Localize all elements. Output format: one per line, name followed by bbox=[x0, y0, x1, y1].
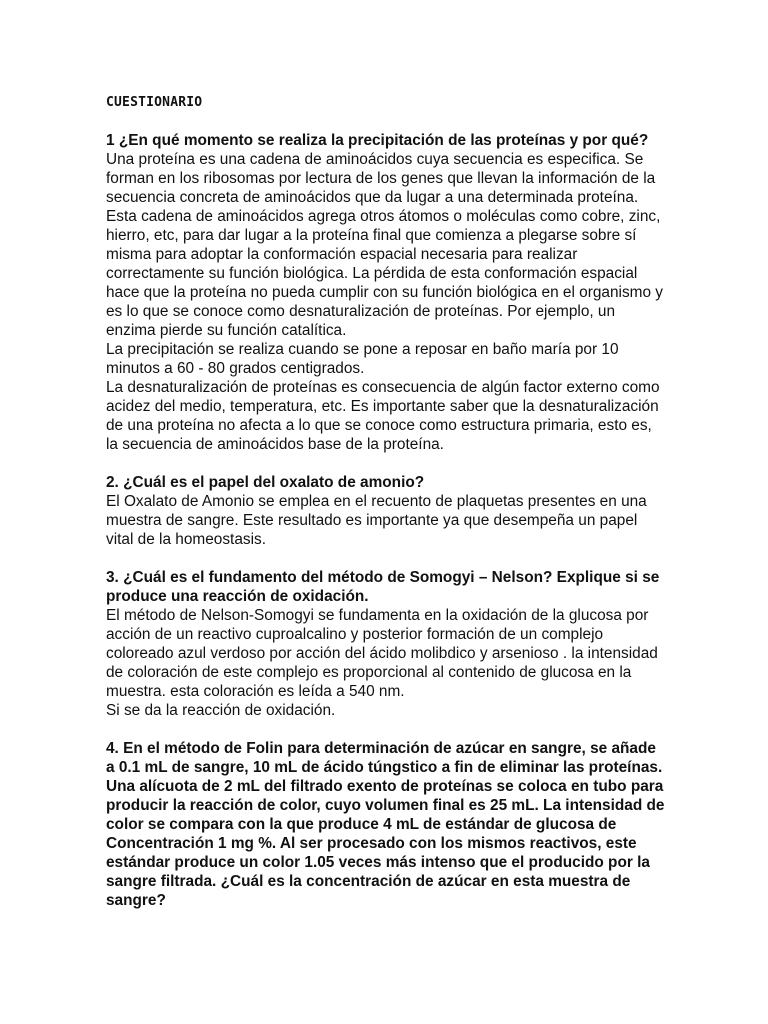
answer-2-paragraph-1: El Oxalato de Amonio se emplea en el recuento de plaquetas presentes en una muestra de sangre. Este resultado es importante ya que desempeña un papel vital de la homeostasis. bbox=[106, 493, 647, 548]
answer-3-paragraph-2: Si se da la reacción de oxidación. bbox=[106, 702, 336, 719]
question-1: 1 ¿En qué momento se realiza la precipitación de las proteínas y por qué? bbox=[106, 132, 649, 149]
question-4: 4. En el método de Folin para determinación de azúcar en sangre, se añade a 0.1 mL de sangre, 10 mL de ácido túngstico a fin de eliminar las proteínas. Una alícuota de 2 mL del filtrado exento de proteínas se coloca en tubo para producir la reacción de color, cuyo volumen final es 25 mL. La intensidad de color se compara con la que produce 4 mL de estándar de glucosa de Concentración 1 mg %. Al ser procesado con los mismos reactivos, este estándar produce un color 1.05 veces más intenso que el producido por la sangre filtrada. ¿Cuál es la concentración de azúcar en esta muestra de sangre? bbox=[106, 740, 665, 909]
document-title: CUESTIONARIO bbox=[106, 95, 203, 110]
question-2: 2. ¿Cuál es el papel del oxalato de amonio? bbox=[106, 474, 425, 491]
question-section-2 bbox=[106, 473, 666, 549]
question-section-1 bbox=[106, 131, 666, 454]
question-3: 3. ¿Cuál es el fundamento del método de Somogyi – Nelson? Explique si se produce una reacción de oxidación. bbox=[106, 569, 660, 605]
document-body bbox=[106, 93, 666, 929]
answer-1-paragraph-2: La precipitación se realiza cuando se pone a reposar en baño maría por 10 minutos a 60 - 80 grados centigrados. bbox=[106, 341, 619, 377]
answer-1-paragraph-3: La desnaturalización de proteínas es consecuencia de algún factor externo como acidez del medio, temperatura, etc. Es importante saber que la desnaturalización de una proteína no afecta a lo que se conoce como estructura primaria, esto es, la secuencia de aminoácidos base de la proteína. bbox=[106, 379, 660, 453]
answer-3-paragraph-1: El método de Nelson-Somogyi se fundamenta en la oxidación de la glucosa por acción de un reactivo cuproalcalino y posterior formación de un complejo coloreado azul verdoso por acción del ácido molibdico y arsenioso . la intensidad de coloración de este complejo es proporcional al contenido de glucosa en la muestra. esta coloración es leída a 540 nm. bbox=[106, 607, 658, 700]
answer-1-paragraph-1: Una proteína es una cadena de aminoácidos cuya secuencia es especifica. Se forman en los ribosomas por lectura de los genes que llevan la información de la secuencia concreta de aminoácidos que da lugar a una determinada proteína. Esta cadena de aminoácidos agrega otros átomos o moléculas como cobre, zinc, hierro, etc, para dar lugar a la proteína final que comienza a plegarse sobre sí misma para adoptar la conformación espacial necesaria para realizar correctamente su función biológica. La pérdida de esta conformación espacial hace que la proteína no pueda cumplir con su función biológica en el organismo y es lo que se conoce como desnaturalización de proteínas. Por ejemplo, un enzima pierde su función catalítica. bbox=[106, 151, 663, 339]
question-section-4 bbox=[106, 739, 666, 910]
question-section-3 bbox=[106, 568, 666, 720]
